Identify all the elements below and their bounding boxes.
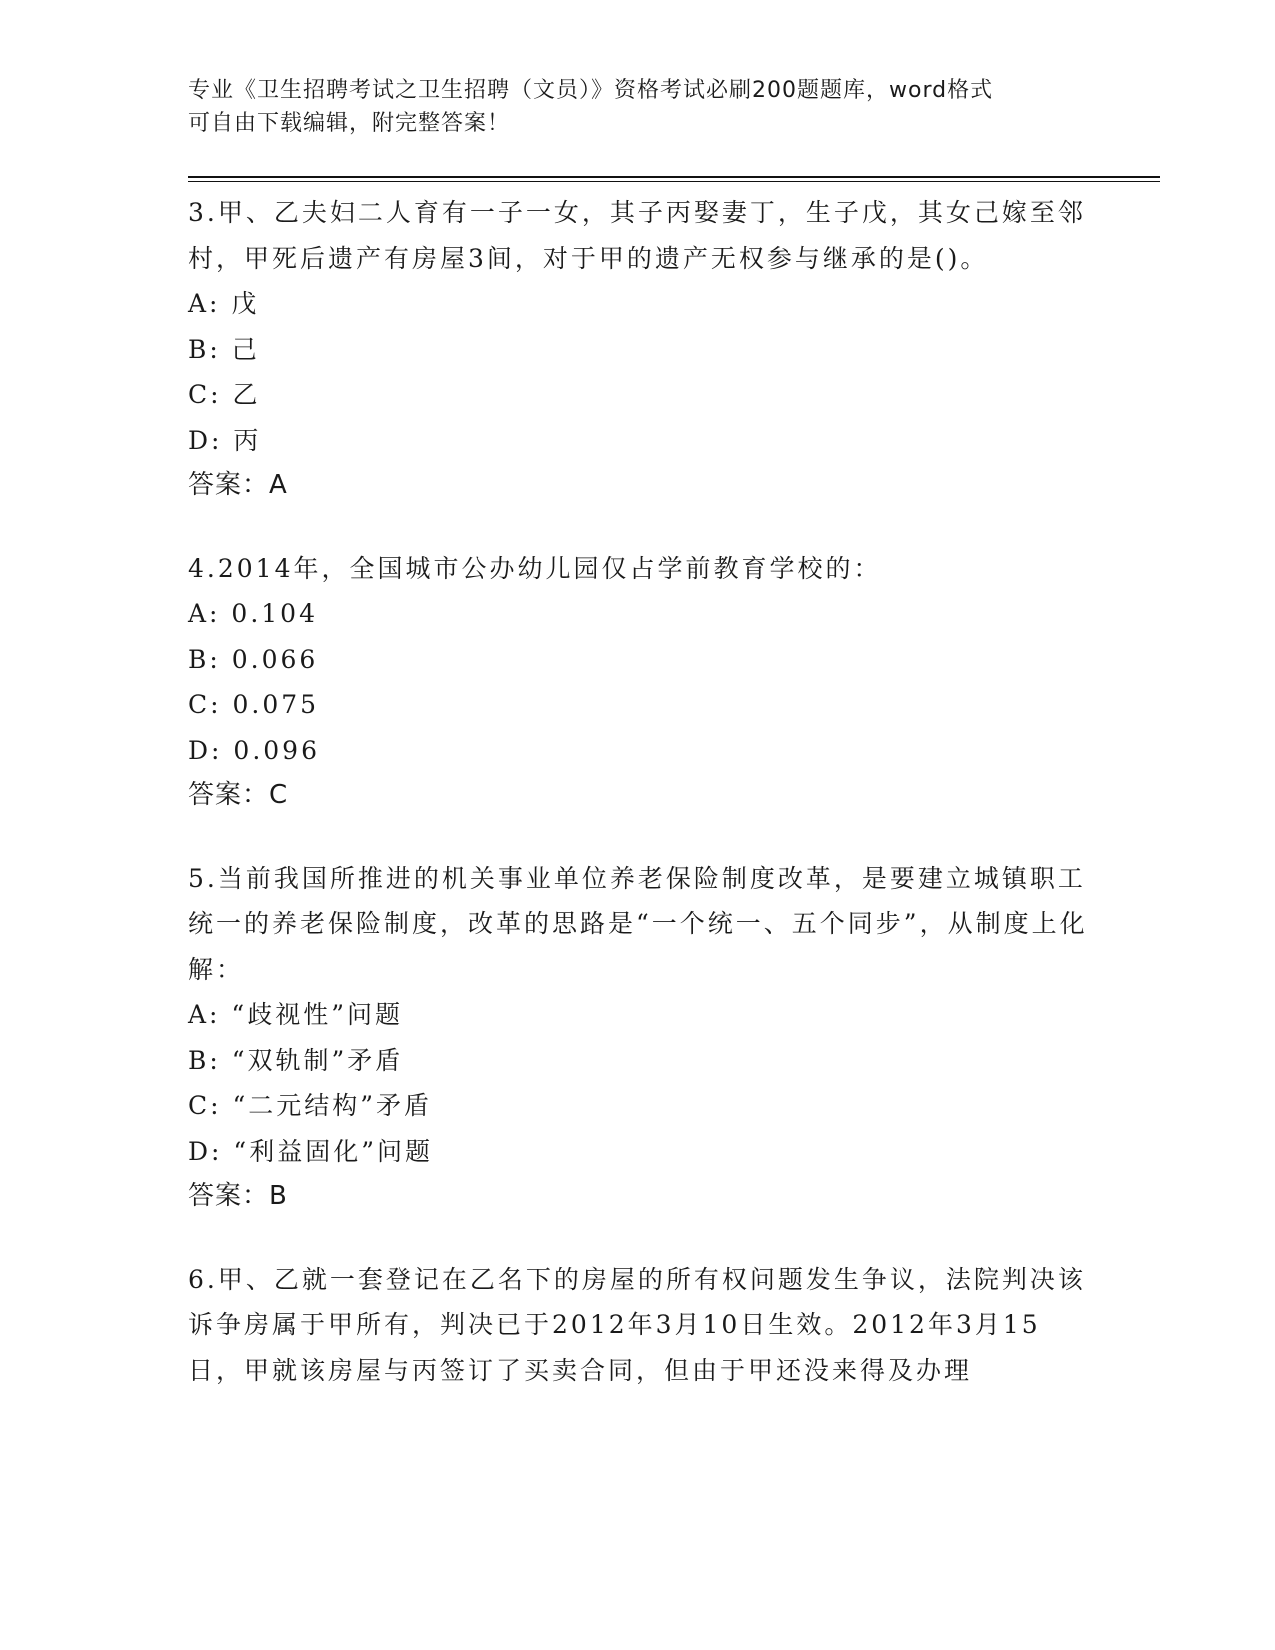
option-b: B: 0.066 (188, 644, 319, 674)
answer-label: 答案：A (188, 470, 288, 500)
question-text: 6.甲、乙就一套登记在乙名下的房屋的所有权问题发生争议，法院判决该诉争房属于甲所有，判决已于2012年3月10日生效。2012年3月15日，甲就该房屋与丙签订了买卖合同，但由于甲还没来得及办理 (188, 1264, 1086, 1385)
answer-label: 答案：C (188, 780, 289, 810)
option-a: A: 0.104 (188, 599, 318, 628)
question-list (188, 190, 1088, 1430)
header-divider-thin (188, 181, 1160, 182)
option-a: A: “歧视性”问题 (188, 1000, 403, 1029)
question-6 (188, 1257, 1088, 1394)
question-text: 4.2014年，全国城市公办幼儿园仅占学前教育学校的： (188, 553, 882, 583)
option-a: A: 戊 (188, 289, 260, 318)
option-c: C: 乙 (188, 380, 261, 409)
option-d: D: 丙 (188, 425, 262, 455)
option-c: C: “二元结构”矛盾 (188, 1091, 433, 1120)
question-5 (188, 856, 1088, 1220)
question-text: 3.甲、乙夫妇二人育有一子一女，其子丙娶妻丁，生子戊，其女己嫁至邻村，甲死后遗产有房屋3间，对于甲的遗产无权参与继承的是()。 (188, 198, 1086, 273)
option-b: B: 己 (188, 334, 260, 364)
option-d: D: 0.096 (188, 735, 320, 765)
header-divider-thick (188, 176, 1160, 178)
question-3 (188, 190, 1088, 509)
header-line-1: 专业《卫生招聘考试之卫生招聘（文员）》资格考试必刷200题题库，word格式 (188, 78, 994, 103)
header-line-2: 可自由下载编辑，附完整答案！ (188, 111, 511, 136)
question-4 (188, 546, 1088, 819)
option-d: D: “利益固化”问题 (188, 1136, 433, 1166)
question-text: 5.当前我国所推进的机关事业单位养老保险制度改革，是要建立城镇职工统一的养老保险制度，改革的思路是“一个统一、五个同步”，从制度上化解： (188, 863, 1088, 984)
option-b: B: “双轨制”矛盾 (188, 1045, 404, 1075)
document-header (188, 74, 1068, 140)
option-c: C: 0.075 (188, 690, 320, 719)
answer-label: 答案：B (188, 1181, 288, 1211)
